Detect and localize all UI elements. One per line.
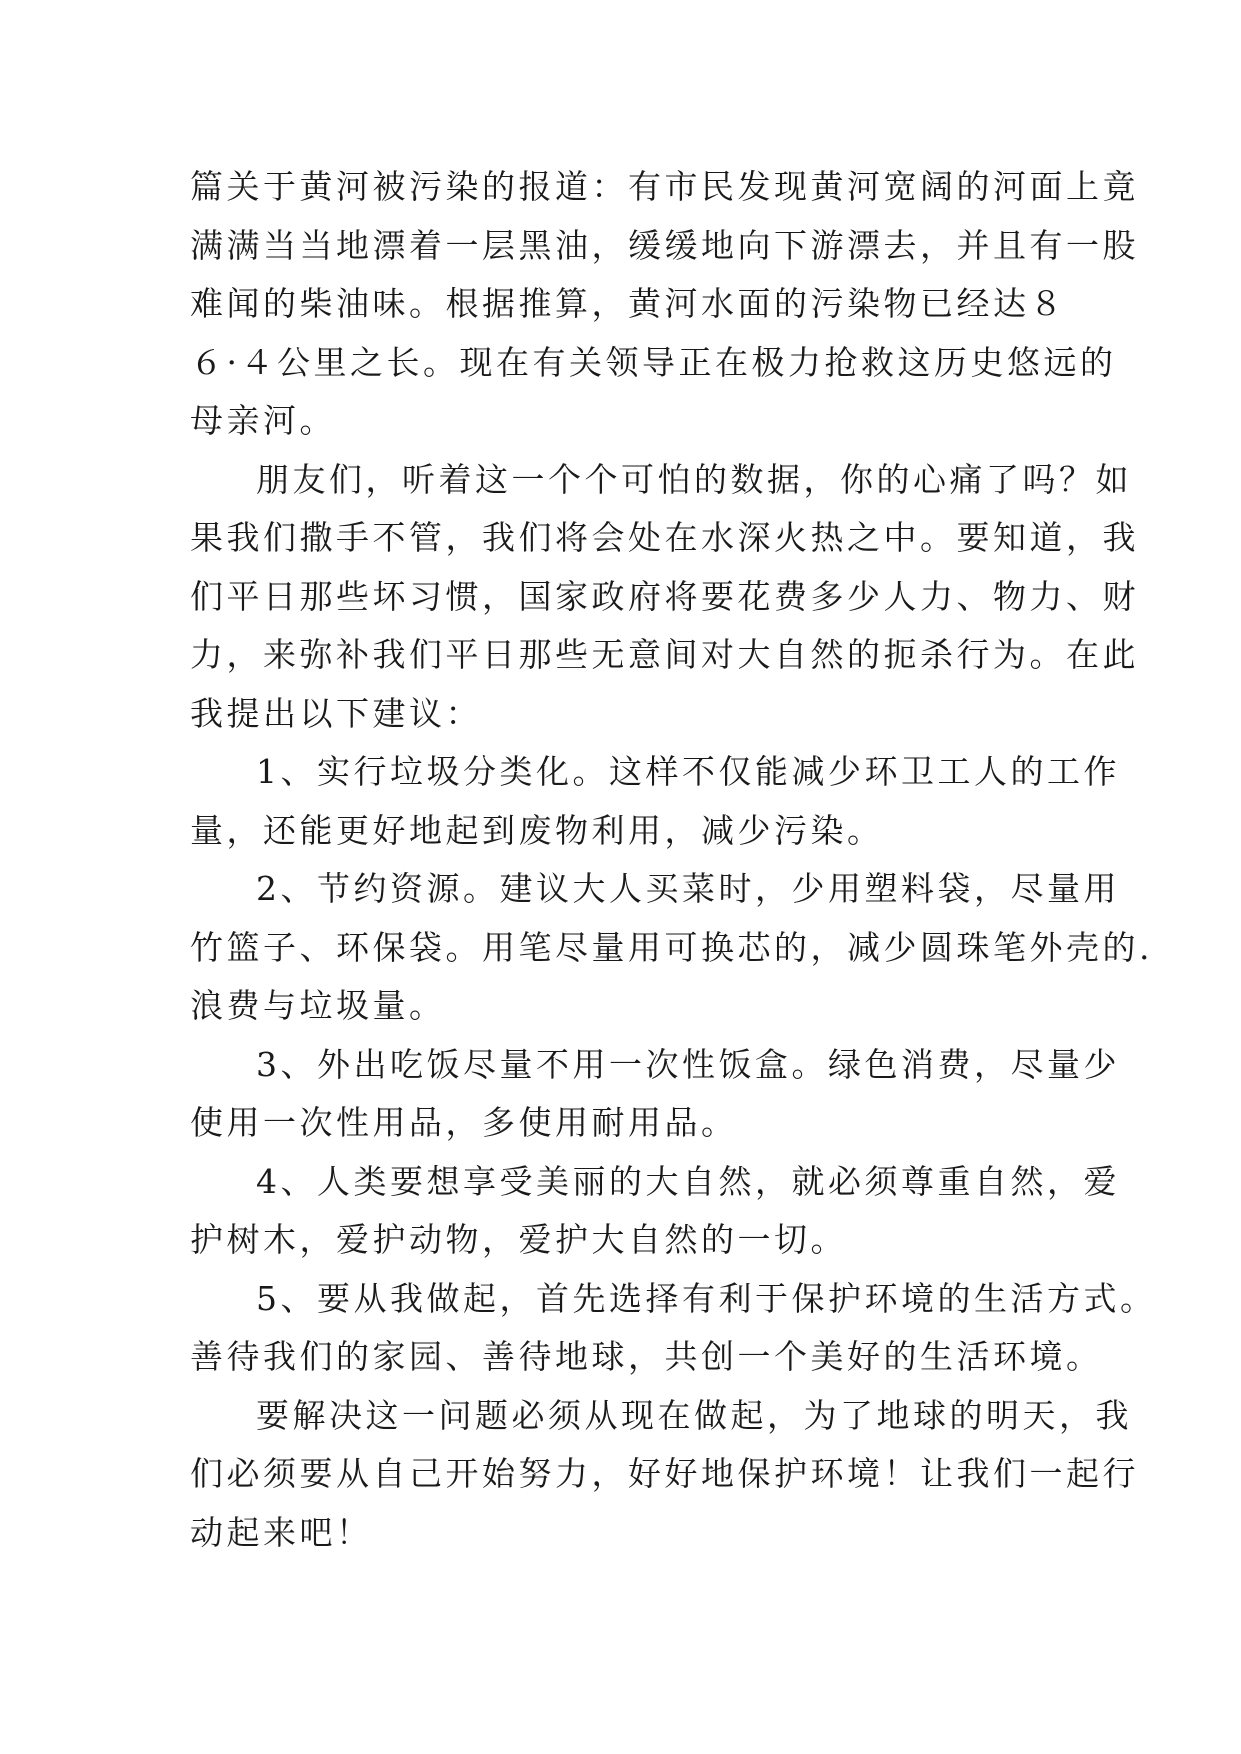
document-body xyxy=(190,158,1157,1562)
text-line: 难闻的柴油味。根据推算，黄河水面的污染物已经达８ xyxy=(190,284,1066,323)
text-line: 4、人类要想享受美丽的大自然，就必须尊重自然，爱 xyxy=(256,1161,1120,1201)
text-line: 善待我们的家园、善待地球，共创一个美好的生活环境。 xyxy=(190,1337,1103,1376)
suggestion-4 xyxy=(190,1153,1120,1270)
text-line: 朋友们，听着这一个个可怕的数据，你的心痛了吗？如 xyxy=(256,459,1132,499)
text-line: 母亲河。 xyxy=(190,401,336,440)
text-line: 要解决这一问题必须从现在做起，为了地球的明天，我 xyxy=(256,1395,1132,1435)
text-line: 们必须要从自己开始努力，好好地保护环境！让我们一起行 xyxy=(190,1454,1139,1493)
paragraph-conclusion xyxy=(190,1387,1139,1563)
text-line: 1、实行垃圾分类化。这样不仅能减少环卫工人的工作 xyxy=(256,752,1120,791)
text-line: 果我们撒手不管，我们将会处在水深火热之中。要知道，我 xyxy=(190,518,1139,557)
text-line: 们平日那些坏习惯，国家政府将要花费多少人力、物力、财 xyxy=(190,576,1139,616)
paragraph-yellow-river-report xyxy=(190,158,1139,451)
text-line: 力，来弥补我们平日那些无意间对大自然的扼杀行为。在此 xyxy=(190,635,1139,674)
suggestion-2 xyxy=(190,860,1153,1036)
text-line: 浪费与垃圾量。 xyxy=(190,986,446,1025)
text-line: 5、要从我做起，首先选择有利于保护环境的生活方式。 xyxy=(256,1278,1157,1318)
paragraph-friends-appeal xyxy=(190,451,1139,744)
text-line: 3、外出吃饭尽量不用一次性饭盒。绿色消费，尽量少 xyxy=(256,1044,1120,1084)
text-line: 护树木，爱护动物，爱护大自然的一切。 xyxy=(190,1220,847,1259)
suggestion-3 xyxy=(190,1036,1120,1153)
text-line: 满满当当地漂着一层黑油，缓缓地向下游漂去，并且有一股 xyxy=(190,225,1139,265)
text-line: 动起来吧！ xyxy=(190,1512,373,1552)
text-line: 篇关于黄河被污染的报道：有市民发现黄河宽阔的河面上竟 xyxy=(190,167,1139,206)
text-line: ６·４公里之长。现在有关领导正在极力抢救这历史悠远的 xyxy=(190,342,1117,382)
text-line: 使用一次性用品，多使用耐用品。 xyxy=(190,1103,738,1142)
text-line: 我提出以下建议： xyxy=(190,693,482,733)
text-line: 2、节约资源。建议大人买菜时，少用塑料袋，尽量用 xyxy=(256,869,1120,908)
suggestion-1 xyxy=(190,743,1120,860)
text-line: 竹篮子、环保袋。用笔尽量用可换芯的，减少圆珠笔外壳的. xyxy=(190,927,1153,967)
suggestion-5 xyxy=(190,1270,1157,1387)
text-line: 量，还能更好地起到废物利用，减少污染。 xyxy=(190,810,884,850)
